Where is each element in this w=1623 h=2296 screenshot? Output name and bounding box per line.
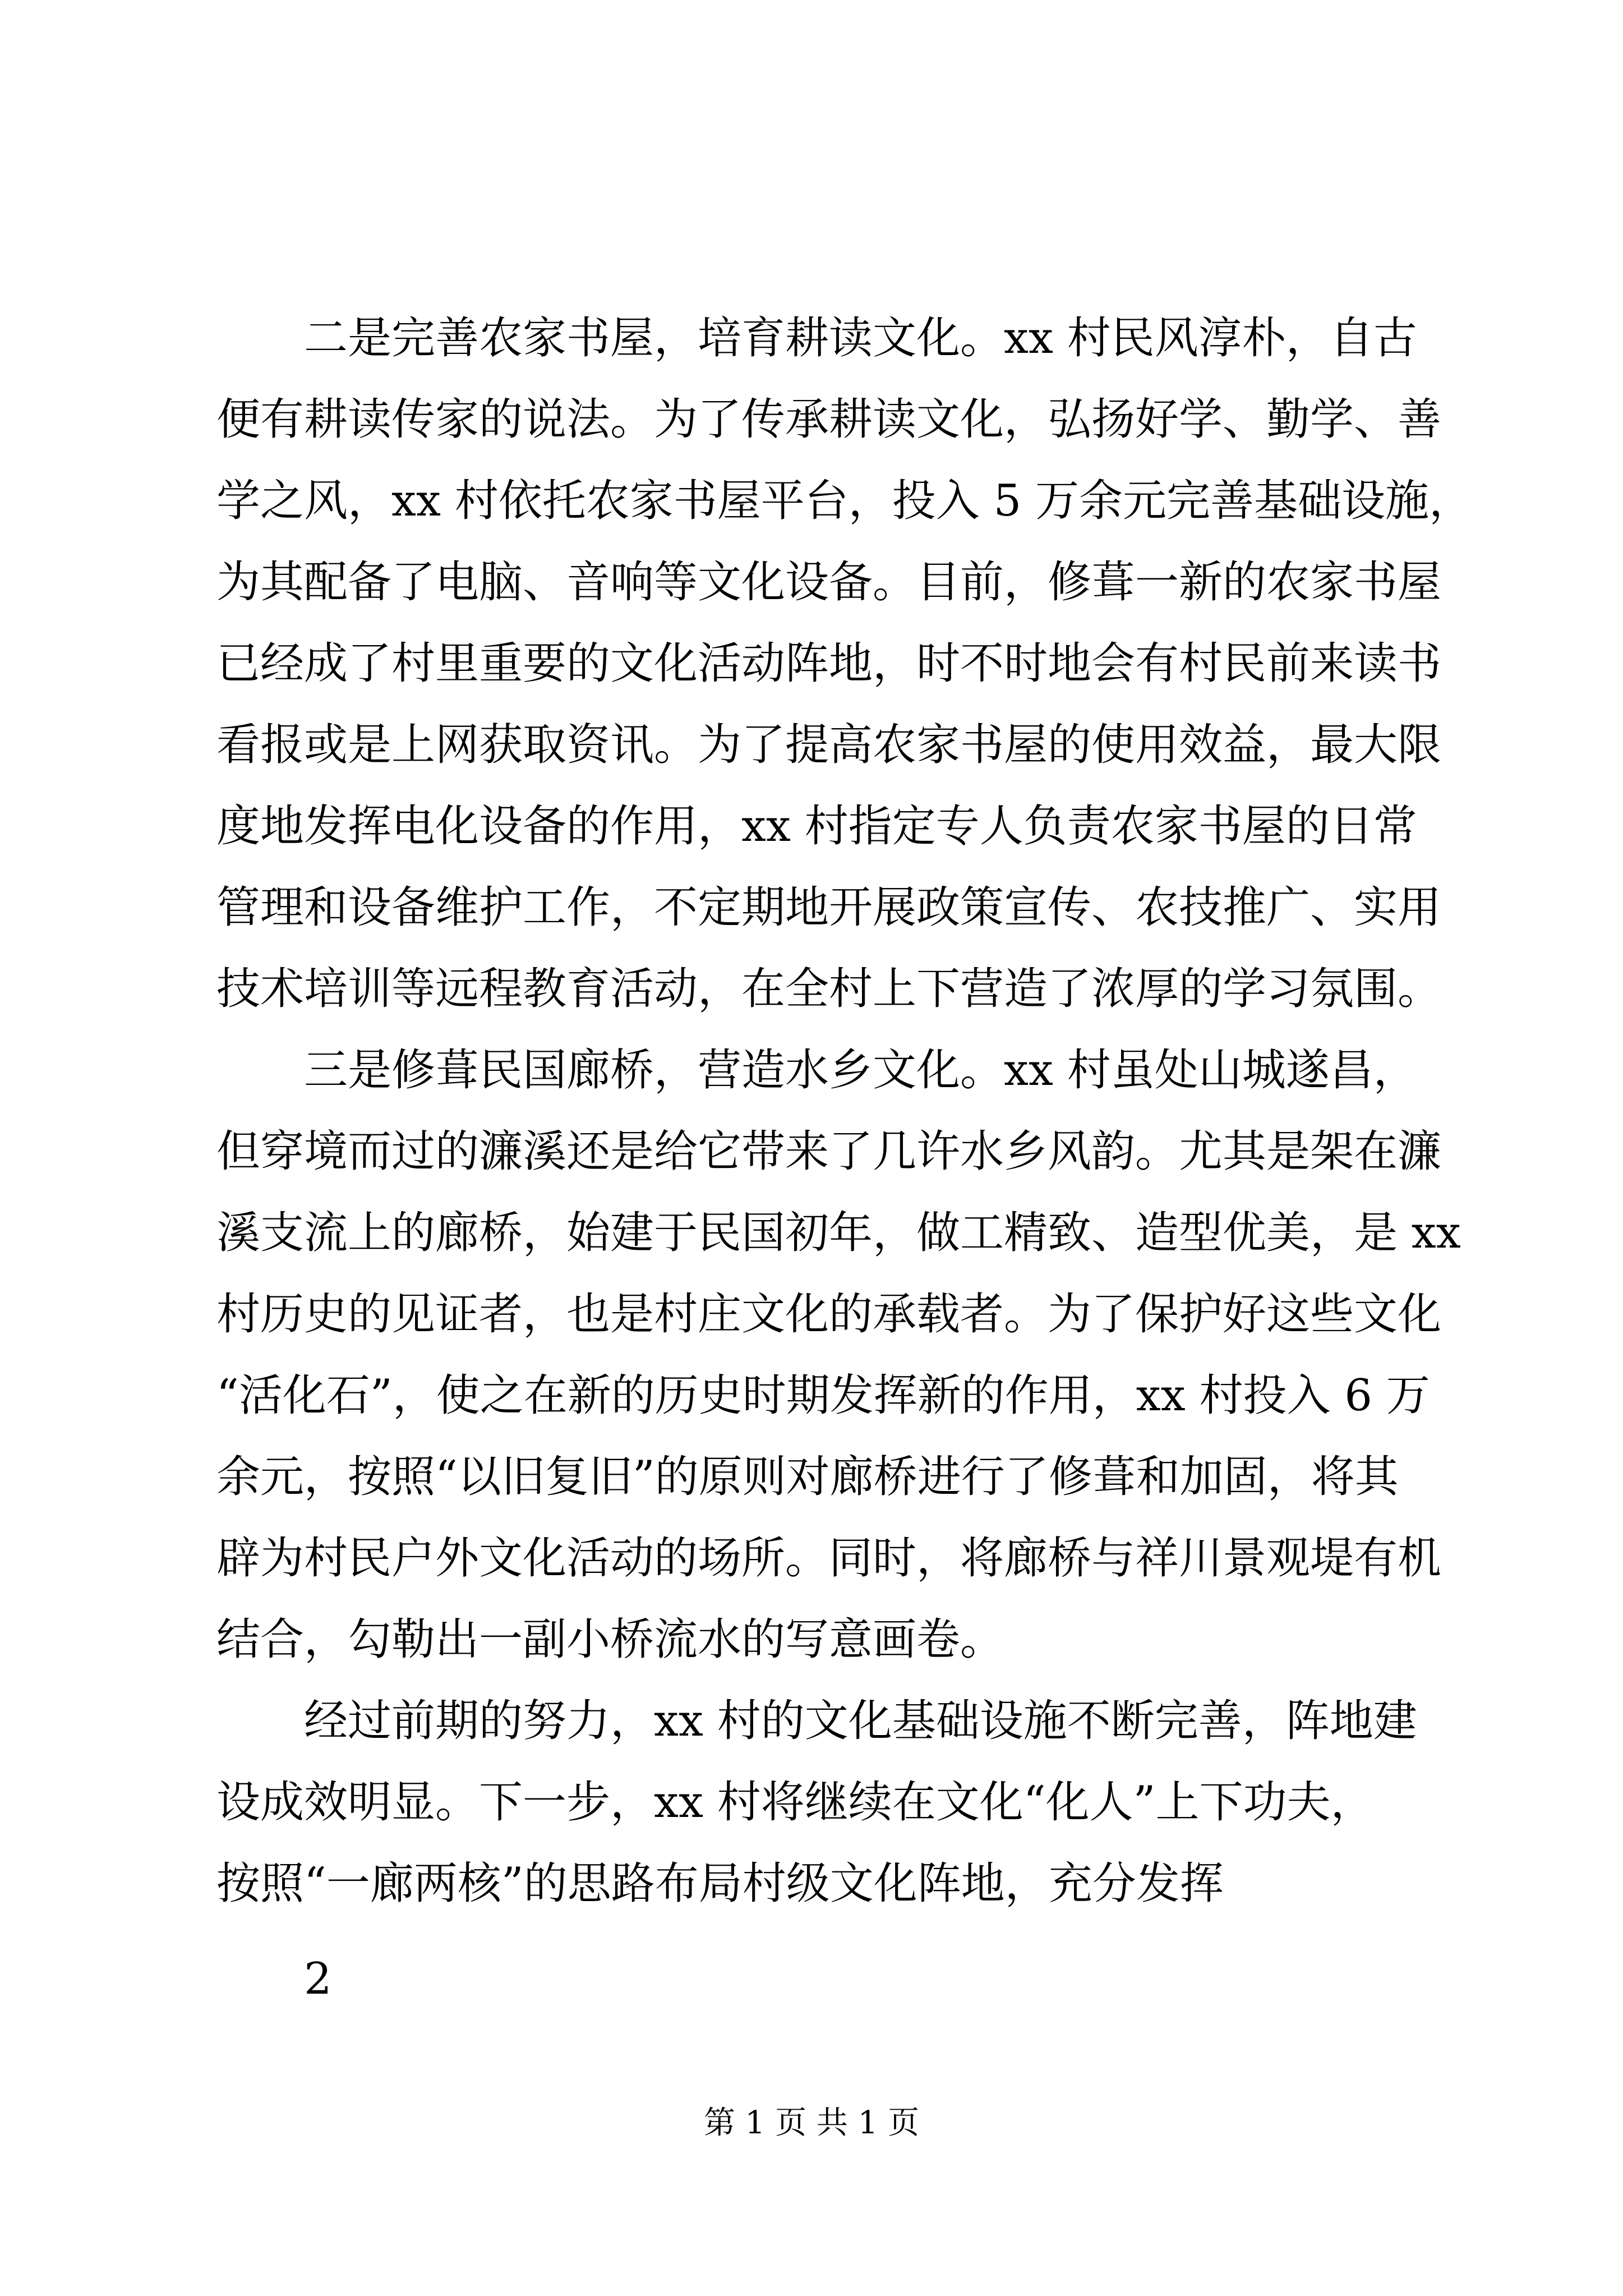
paragraph-1-line-7: 度地发挥电化设备的作用，xx 村指定专人负责农家书屋的日常 [216,801,1417,852]
paragraph-3-line-1: 经过前期的努力，xx 村的文化基础设施不断完善，阵地建 [304,1696,1417,1746]
paragraph-1-line-1: 二是完善农家书屋，培育耕读文化。xx 村民风淳朴，自古 [304,313,1417,364]
paragraph-3-line-3: 按照“一廊两核”的思路布局村级文化阵地，充分发挥 [216,1858,1224,1909]
paragraph-1-line-4: 为其配备了电脑、音响等文化设备。目前，修葺一新的农家书屋 [216,557,1442,608]
paragraph-2-line-8: 结合，勾勒出一副小桥流水的写意画卷。 [216,1614,1004,1665]
paragraph-1-line-8: 管理和设备维护工作，不定期地开展政策宣传、农技推广、实用 [216,882,1442,933]
paragraph-3-line-2: 设成效明显。下一步，xx 村将继续在文化“化人”上下功夫， [216,1777,1375,1828]
page-number: 2 [304,1954,332,2004]
paragraph-2-line-7: 辟为村民户外文化活动的场所。同时，将廊桥与祥川景观堤有机 [216,1533,1442,1584]
paragraph-1-line-9: 技术培训等远程教育活动，在全村上下营造了浓厚的学习氛围。 [216,964,1442,1014]
paragraph-2-line-3: 溪支流上的廊桥，始建于民国初年，做工精致、造型优美，是 xx [216,1208,1461,1258]
paragraph-1-line-5: 已经成了村里重要的文化活动阵地，时不时地会有村民前来读书 [216,638,1442,689]
paragraph-2-line-5: “活化石”，使之在新的历史时期发挥新的作用，xx 村投入 6 万 [216,1370,1430,1421]
paragraph-2-line-2: 但穿境而过的濂溪还是给它带来了几许水乡风韵。尤其是架在濂 [216,1126,1442,1177]
paragraph-1-line-3: 学之风，xx 村依托农家书屋平台，投入 5 万余元完善基础设施， [216,476,1473,526]
paragraph-1-line-2: 便有耕读传家的说法。为了传承耕读文化，弘扬好学、勤学、善 [216,394,1442,445]
page-footer: 第 1 页 共 1 页 [703,2105,920,2141]
paragraph-1-line-6: 看报或是上网获取资讯。为了提高农家书屋的使用效益，最大限 [216,720,1442,770]
paragraph-2-line-1: 三是修葺民国廊桥，营造水乡文化。xx 村虽处山城遂昌， [304,1045,1417,1096]
paragraph-2-line-4: 村历史的见证者，也是村庄文化的承载者。为了保护好这些文化 [216,1289,1442,1340]
paragraph-2-line-6: 余元，按照“以旧复旧”的原则对廊桥进行了修葺和加固，将其 [216,1452,1399,1502]
